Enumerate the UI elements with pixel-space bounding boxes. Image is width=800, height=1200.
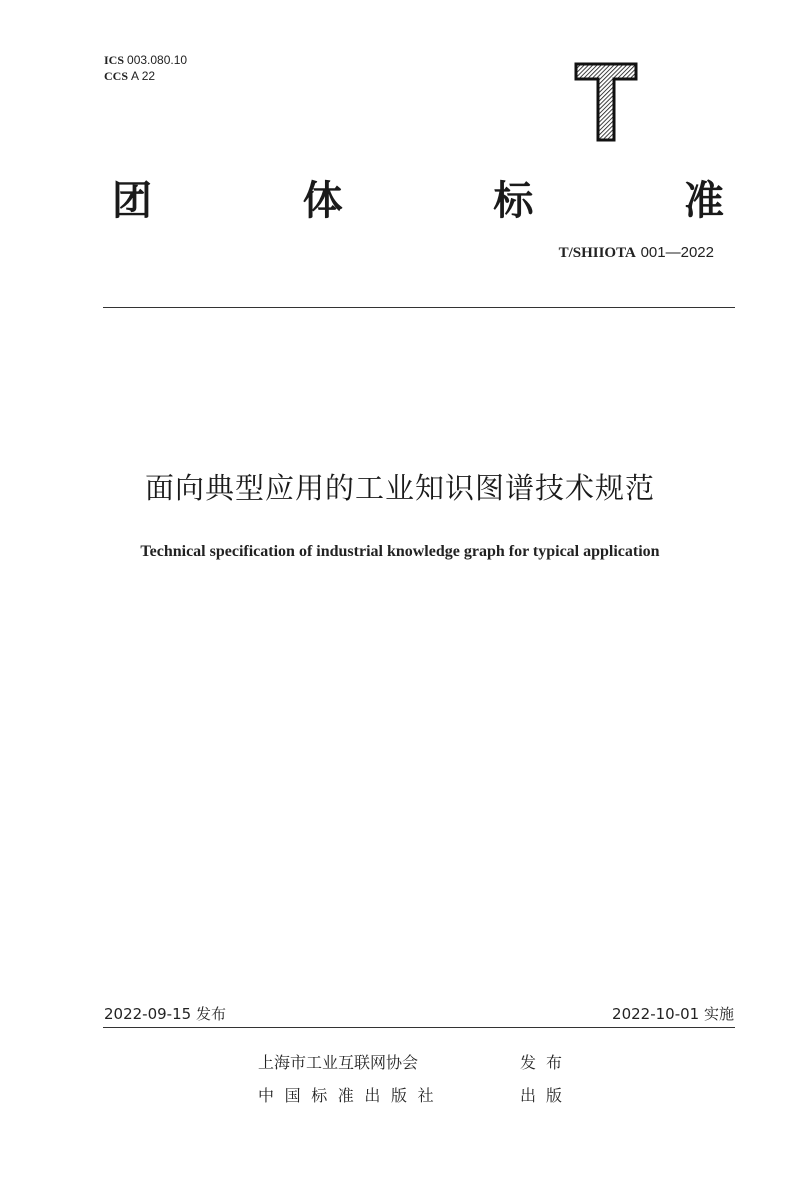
ccs-value: A 22: [131, 69, 156, 83]
ccs-code: [104, 68, 187, 84]
category-char: 团: [112, 178, 152, 224]
header-divider: [103, 307, 735, 308]
ccs-label: CCS: [104, 69, 129, 83]
ics-code: [104, 52, 187, 68]
publisher-org: 上海市工业互联网协会: [258, 1053, 419, 1072]
publisher-row: [258, 1085, 572, 1107]
standard-number-prefix: T/SHIIOTA: [558, 245, 636, 261]
category-char: 标: [493, 178, 534, 224]
standard-category-title: [112, 176, 724, 226]
document-title-chinese: 面向典型应用的工业知识图谱技术规范: [144, 471, 655, 505]
effective-date: 2022-10-01 实施: [612, 1005, 734, 1023]
standard-type-t-logo-icon: [574, 62, 638, 142]
ics-value: 003.080.10: [127, 53, 188, 67]
classification-codes: [104, 52, 187, 84]
category-char: 体: [302, 178, 343, 224]
standard-number-digits: 001—2022: [640, 244, 714, 261]
footer-divider: [103, 1027, 735, 1028]
document-title-english: Technical specification of industrial knowledge graph for typical application: [140, 543, 660, 560]
publisher-org: 中国标准出版社: [258, 1086, 445, 1105]
ics-label: ICS: [104, 53, 125, 67]
issue-date: 2022-09-15 发布: [104, 1005, 226, 1023]
publisher-role: 出版: [520, 1086, 573, 1105]
publisher-row: [258, 1052, 572, 1074]
standard-number: [559, 242, 714, 263]
category-char: 准: [683, 178, 724, 224]
publisher-role: 发布: [520, 1053, 573, 1072]
